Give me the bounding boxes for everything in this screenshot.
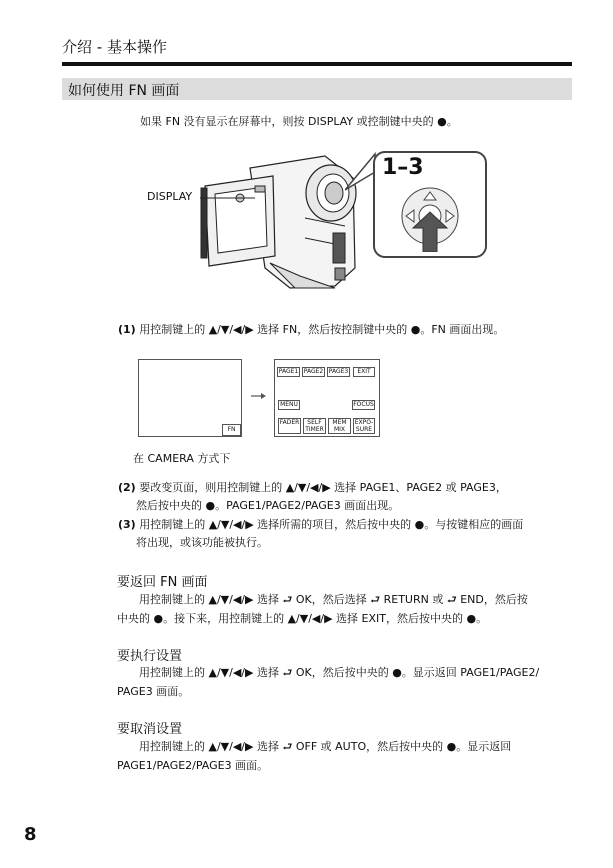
header-title: 介绍 - 基本操作 — [62, 38, 167, 56]
display-button-label: DISPLAY — [147, 190, 193, 203]
button-line-1: EXPO- — [354, 419, 374, 426]
para-line-1: 用控制键上的 ▲/▼/◀/▶ 选择 ⮐ OFF 或 AUTO，然后按中央的 ●。显示返回 — [139, 740, 512, 753]
step-1 — [118, 321, 573, 339]
section-title: 如何使用 FN 画面 — [68, 83, 180, 99]
button-line-2: MIX — [333, 426, 346, 433]
button-line-2: TIMER — [305, 426, 324, 433]
para-line-1: 用控制键上的 ▲/▼/◀/▶ 选择 ⮐ OK，然后选择 ⮐ RETURN 或 ⮐ END，然后按 — [139, 593, 528, 606]
step-3 — [118, 516, 573, 552]
figure-caption: 在 CAMERA 方式下 — [133, 452, 231, 465]
step-text-line-1: 用控制键上的 ▲/▼/◀/▶ 选择所需的项目，然后按中央的 ●。与按键相应的画面 — [139, 518, 524, 531]
fader-button — [278, 418, 301, 434]
page-number: 8 — [24, 824, 37, 845]
subsection-body-return — [117, 590, 575, 628]
subsection-title-return: 要返回 FN 画面 — [117, 575, 208, 590]
subsection-title-cancel: 要取消设置 — [117, 722, 183, 737]
para-line-1: 用控制键上的 ▲/▼/◀/▶ 选择 ⮐ OK，然后按中央的 ●。显示返回 PAGE1/PAGE2/ — [139, 666, 540, 679]
button-line-1: SELF — [307, 419, 322, 426]
step-text-line-2: 然后按中央的 ●。PAGE1/PAGE2/PAGE3 画面出现。 — [136, 499, 400, 512]
button-line-2: SURE — [355, 426, 373, 433]
step-number: (2) — [118, 481, 136, 494]
control-key-icon — [395, 186, 465, 252]
self-timer-button — [303, 418, 326, 434]
para-line-2: 中央的 ●。接下来，用控制键上的 ▲/▼/◀/▶ 选择 EXIT，然后按中央的 ●。 — [117, 612, 488, 625]
tab-page1: PAGE1 — [278, 368, 299, 375]
mem-mix-button — [328, 418, 351, 434]
header-rule — [62, 62, 572, 66]
focus-button: FOCUS — [353, 401, 374, 408]
step-number: (1) — [118, 323, 136, 336]
fn-button: FN — [222, 424, 241, 436]
tab-exit: EXIT — [353, 367, 375, 377]
arrow-right-icon — [251, 392, 267, 400]
callout-step-label: 1–3 — [382, 155, 424, 180]
button-line-1: FADER — [279, 419, 300, 426]
menu-button: MENU — [278, 400, 300, 410]
subsection-body-cancel — [117, 737, 575, 775]
step-text-line-1: 要改变页面，则用控制键上的 ▲/▼/◀/▶ 选择 PAGE1、PAGE2 或 PAGE3， — [139, 481, 507, 494]
tab-page2: PAGE2 — [303, 368, 324, 375]
step-2 — [118, 479, 573, 515]
subsection-title-execute: 要执行设置 — [117, 649, 183, 664]
tab-page3: PAGE3 — [328, 368, 349, 375]
para-line-2: PAGE1/PAGE2/PAGE3 画面。 — [117, 759, 269, 772]
intro-text: 如果 FN 没有显示在屏幕中，则按 DISPLAY 或控制键中央的 ●。 — [140, 115, 458, 128]
subsection-body-execute — [117, 663, 575, 701]
step-text: 用控制键上的 ▲/▼/◀/▶ 选择 FN，然后按控制键中央的 ●。FN 画面出现。 — [139, 323, 505, 336]
para-line-2: PAGE3 画面。 — [117, 685, 190, 698]
exposure-button — [353, 418, 375, 434]
step-text-line-2: 将出现，或该功能被执行。 — [136, 536, 268, 549]
step-number: (3) — [118, 518, 136, 531]
button-line-1: MEM — [332, 419, 347, 426]
display-leader-line — [200, 196, 260, 206]
